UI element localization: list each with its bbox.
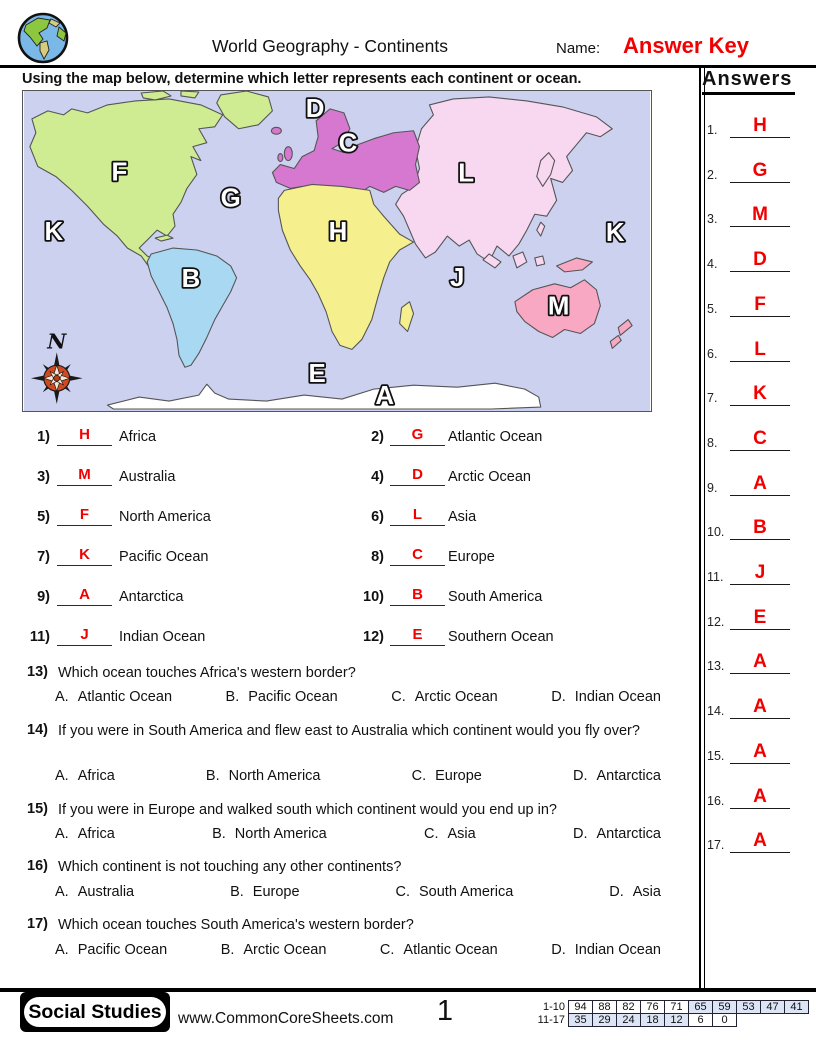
choice-option xyxy=(573,826,661,842)
choice-letter: C. xyxy=(423,826,439,842)
answers-item-value: A xyxy=(730,830,790,853)
page-number: 1 xyxy=(436,995,454,1027)
choice-option xyxy=(412,768,482,784)
map-letter-L: L xyxy=(458,159,475,188)
choice-text: North America xyxy=(234,826,327,842)
matching-row xyxy=(0,505,700,526)
choice-option xyxy=(230,884,299,900)
choice-letter: C. xyxy=(411,768,427,784)
matching-label: South America xyxy=(448,589,543,605)
question-stem: Which ocean touches Africa's western border? xyxy=(58,665,356,681)
answers-item xyxy=(700,606,800,630)
question-number: 9) xyxy=(37,589,50,605)
score-cell: 59 xyxy=(712,1000,737,1014)
subject-badge-label: Social Studies xyxy=(24,997,166,1027)
question-number: 7) xyxy=(37,549,50,565)
answers-item xyxy=(700,698,800,719)
answer-blank: G xyxy=(390,425,445,446)
answers-item-value: B xyxy=(730,517,790,540)
choice-text: Asia xyxy=(447,826,476,842)
choice-option xyxy=(55,826,115,842)
answers-item xyxy=(700,519,800,540)
choice-options-row xyxy=(55,826,661,842)
choice-letter: B. xyxy=(205,768,220,784)
question-number: 4) xyxy=(371,469,384,485)
matching-row xyxy=(0,625,700,646)
answers-title-underline xyxy=(702,92,795,95)
choice-text: Europe xyxy=(435,768,482,784)
footer-divider xyxy=(0,988,816,992)
matching-label: North America xyxy=(119,509,211,525)
choice-text: Antarctica xyxy=(596,768,661,784)
score-cell: 6 xyxy=(688,1013,713,1027)
choice-text: Pacific Ocean xyxy=(77,942,168,958)
header-divider xyxy=(0,65,816,68)
question-stem: If you were in Europe and walked south which continent would you end up in? xyxy=(58,802,557,818)
compass-north-label: N xyxy=(47,328,67,354)
score-row xyxy=(527,1013,809,1027)
answers-item-number: 12. xyxy=(707,614,725,629)
choice-option xyxy=(55,942,167,958)
map-letter-H: H xyxy=(328,218,348,247)
answer-blank: C xyxy=(390,545,445,566)
score-cell: 0 xyxy=(712,1013,737,1027)
answer-blank: E xyxy=(390,625,445,646)
score-cell: 94 xyxy=(568,1000,593,1014)
answers-item-value: D xyxy=(730,249,790,272)
answers-item-number: 3. xyxy=(707,212,718,227)
island-great-britain xyxy=(284,147,292,161)
choice-text: North America xyxy=(228,768,321,784)
island-sulawesi xyxy=(535,256,545,266)
answers-item-value: A xyxy=(730,786,790,809)
choice-letter: D. xyxy=(573,826,588,842)
choice-letter: C. xyxy=(379,942,395,958)
choice-text: Asia xyxy=(632,884,661,900)
instruction-text: Using the map below, determine which letter represents each continent or ocean. xyxy=(22,71,582,87)
answers-item-number: 11. xyxy=(707,570,724,584)
choice-option xyxy=(55,689,172,705)
choice-text: Africa xyxy=(77,768,115,784)
score-cell: 41 xyxy=(784,1000,809,1014)
answer-key-text: Answer Key xyxy=(623,33,749,58)
choice-options-row xyxy=(55,884,661,900)
answers-item-number: 4. xyxy=(707,257,718,272)
question-number: 10) xyxy=(363,589,384,605)
choice-option xyxy=(221,942,327,958)
answers-item-value: K xyxy=(730,383,790,406)
answers-item-number: 7. xyxy=(707,391,718,406)
choice-text: Indian Ocean xyxy=(574,689,661,705)
choice-text: Europe xyxy=(252,884,300,900)
matching-label: Australia xyxy=(119,469,176,485)
question-number: 2) xyxy=(371,429,384,445)
question-number: 11) xyxy=(29,629,50,645)
answers-item xyxy=(700,117,800,138)
website-url: www.CommonCoreSheets.com xyxy=(178,1010,394,1027)
choice-text: South America xyxy=(419,884,514,900)
score-cell: 53 xyxy=(736,1000,761,1014)
score-cell: 29 xyxy=(592,1013,617,1027)
choice-options-row xyxy=(55,768,661,784)
map-letter-G: G xyxy=(220,184,241,213)
score-cell: 65 xyxy=(688,1000,713,1014)
map-letter-K: K xyxy=(44,218,64,247)
answer-blank: J xyxy=(57,625,112,646)
answers-item xyxy=(700,338,800,362)
island-ireland xyxy=(278,154,283,162)
answer-blank: D xyxy=(390,465,445,486)
answers-item xyxy=(700,740,800,764)
choice-text: Australia xyxy=(77,884,135,900)
answers-item-number: 10. xyxy=(707,525,725,540)
answers-item-number: 17. xyxy=(707,838,725,853)
score-table xyxy=(527,1000,809,1027)
choice-text: Atlantic Ocean xyxy=(77,689,173,705)
answers-item-number: 8. xyxy=(707,435,718,450)
choice-option xyxy=(551,942,661,958)
choice-option xyxy=(226,689,338,705)
answer-blank: K xyxy=(57,545,112,566)
question-number: 1) xyxy=(37,429,50,445)
question-number: 15) xyxy=(27,801,48,817)
answers-item-value: C xyxy=(730,428,790,451)
matching-label: Antarctica xyxy=(119,589,184,605)
score-cell: 76 xyxy=(640,1000,665,1014)
question-number: 16) xyxy=(27,858,48,874)
choice-option xyxy=(551,689,661,705)
choice-text: Antarctica xyxy=(596,826,661,842)
answers-item xyxy=(700,159,800,183)
matching-row xyxy=(0,545,700,566)
island-iceland xyxy=(271,127,281,134)
map-letter-J: J xyxy=(450,263,465,292)
answers-item-number: 6. xyxy=(707,346,718,361)
answers-item-number: 14. xyxy=(707,704,725,719)
subject-badge xyxy=(20,992,170,1032)
choice-letter: B. xyxy=(230,884,244,900)
choice-letter: C. xyxy=(395,884,410,900)
answers-item-number: 15. xyxy=(707,748,725,763)
choice-option xyxy=(573,768,661,784)
map-letter-D: D xyxy=(305,94,325,123)
choice-option xyxy=(212,826,327,842)
map-letter-B: B xyxy=(181,264,201,293)
choice-options-row xyxy=(55,942,661,958)
answer-blank: L xyxy=(390,505,445,526)
map-letter-E: E xyxy=(308,360,326,389)
map-letter-M: M xyxy=(547,292,570,321)
score-cell: 35 xyxy=(568,1013,593,1027)
answers-item-value: J xyxy=(730,562,790,585)
choice-letter: A. xyxy=(55,884,69,900)
answers-item-value: A xyxy=(730,741,790,764)
choice-letter: D. xyxy=(551,689,566,705)
matching-row xyxy=(0,465,700,486)
matching-label: Southern Ocean xyxy=(448,629,554,645)
choice-letter: A. xyxy=(55,942,69,958)
score-cell: 18 xyxy=(640,1013,665,1027)
question-stem: If you were in South America and flew east to Australia which continent would you fly over? xyxy=(58,723,640,739)
choice-options-row xyxy=(55,689,661,705)
choice-option xyxy=(206,768,321,784)
score-cell: 88 xyxy=(592,1000,617,1014)
answers-item-value: E xyxy=(730,607,790,630)
answers-item xyxy=(700,293,800,317)
answers-item-number: 16. xyxy=(707,793,725,808)
answers-item-value: F xyxy=(730,294,790,317)
globe-logo-icon xyxy=(16,10,70,71)
answers-item xyxy=(700,653,800,674)
answer-blank: F xyxy=(57,505,112,526)
choice-letter: D. xyxy=(573,768,588,784)
choice-option xyxy=(396,884,514,900)
choice-text: Arctic Ocean xyxy=(243,942,327,958)
answers-item-number: 13. xyxy=(707,659,725,674)
choice-text: Atlantic Ocean xyxy=(403,942,498,958)
answer-blank: H xyxy=(57,425,112,446)
answers-item xyxy=(700,564,800,585)
score-row-label: 1-10 xyxy=(542,1001,565,1013)
choice-option xyxy=(380,942,498,958)
answers-item xyxy=(700,832,800,853)
answers-item xyxy=(700,427,800,451)
matching-label: Pacific Ocean xyxy=(119,549,209,565)
answers-item-value: G xyxy=(730,160,790,183)
map-letter-K: K xyxy=(605,219,625,248)
question-stem: Which continent is not touching any other continents? xyxy=(58,859,402,875)
choice-text: Indian Ocean xyxy=(574,942,661,958)
choice-letter: B. xyxy=(212,826,226,842)
answers-item-number: 5. xyxy=(707,301,718,316)
choice-letter: A. xyxy=(55,689,69,705)
answers-item xyxy=(700,472,800,496)
question-stem: Which ocean touches South America's western border? xyxy=(58,917,414,933)
choice-letter: B. xyxy=(220,942,235,958)
map-letter-F: F xyxy=(111,158,128,187)
choice-letter: A. xyxy=(55,768,69,784)
answers-panel-title: Answers xyxy=(702,68,793,90)
choice-text: Arctic Ocean xyxy=(414,689,498,705)
score-row xyxy=(527,1000,809,1014)
question-number: 14) xyxy=(27,722,48,738)
matching-label: Arctic Ocean xyxy=(448,469,531,485)
choice-letter: A. xyxy=(55,826,69,842)
choice-option xyxy=(391,689,498,705)
matching-label: Africa xyxy=(119,429,157,445)
score-cell: 82 xyxy=(616,1000,641,1014)
map-letter-C: C xyxy=(338,129,358,158)
answers-item xyxy=(700,785,800,809)
answer-blank: A xyxy=(57,585,112,606)
score-cell: 47 xyxy=(760,1000,785,1014)
answers-item xyxy=(700,385,800,406)
question-number: 8) xyxy=(371,549,384,565)
answers-item-value: L xyxy=(730,339,790,362)
worksheet-title: World Geography - Continents xyxy=(211,36,449,56)
question-number: 6) xyxy=(371,509,384,525)
choice-text: Pacific Ocean xyxy=(248,689,338,705)
answers-item-number: 9. xyxy=(707,480,718,495)
question-number: 5) xyxy=(37,509,50,525)
score-cell: 71 xyxy=(664,1000,689,1014)
answers-item-value: A xyxy=(730,651,790,674)
choice-text: Africa xyxy=(77,826,115,842)
question-number: 17) xyxy=(27,916,48,932)
question-number: 13) xyxy=(27,664,48,680)
answers-item-number: 1. xyxy=(707,123,718,137)
answers-item-value: M xyxy=(730,204,790,227)
answers-item-value: A xyxy=(730,473,790,496)
answers-item xyxy=(700,206,800,227)
world-map xyxy=(22,90,652,412)
answers-item-number: 2. xyxy=(707,167,718,182)
matching-label: Europe xyxy=(448,549,495,565)
answer-blank: M xyxy=(57,465,112,486)
name-label: Name: xyxy=(556,40,601,57)
score-cell: 12 xyxy=(664,1013,689,1027)
choice-option xyxy=(609,884,661,900)
answers-item-value: H xyxy=(730,115,790,138)
choice-letter: B. xyxy=(225,689,240,705)
choice-letter: D. xyxy=(609,884,624,900)
matching-row xyxy=(0,585,700,606)
matching-label: Atlantic Ocean xyxy=(448,429,543,445)
answers-item xyxy=(700,251,800,272)
answer-blank: B xyxy=(390,585,445,606)
choice-letter: D. xyxy=(551,942,566,958)
question-number: 3) xyxy=(37,469,50,485)
choice-letter: C. xyxy=(391,689,406,705)
matching-row xyxy=(0,425,700,446)
score-row-label: 11-17 xyxy=(537,1014,565,1026)
choice-option xyxy=(55,884,134,900)
question-number: 12) xyxy=(363,629,384,645)
answers-item-value: A xyxy=(730,696,790,719)
matching-label: Indian Ocean xyxy=(119,629,206,645)
score-cell: 24 xyxy=(616,1013,641,1027)
map-letter-A: A xyxy=(375,382,395,411)
matching-label: Asia xyxy=(448,509,477,525)
choice-option xyxy=(55,768,115,784)
choice-option xyxy=(424,826,476,842)
